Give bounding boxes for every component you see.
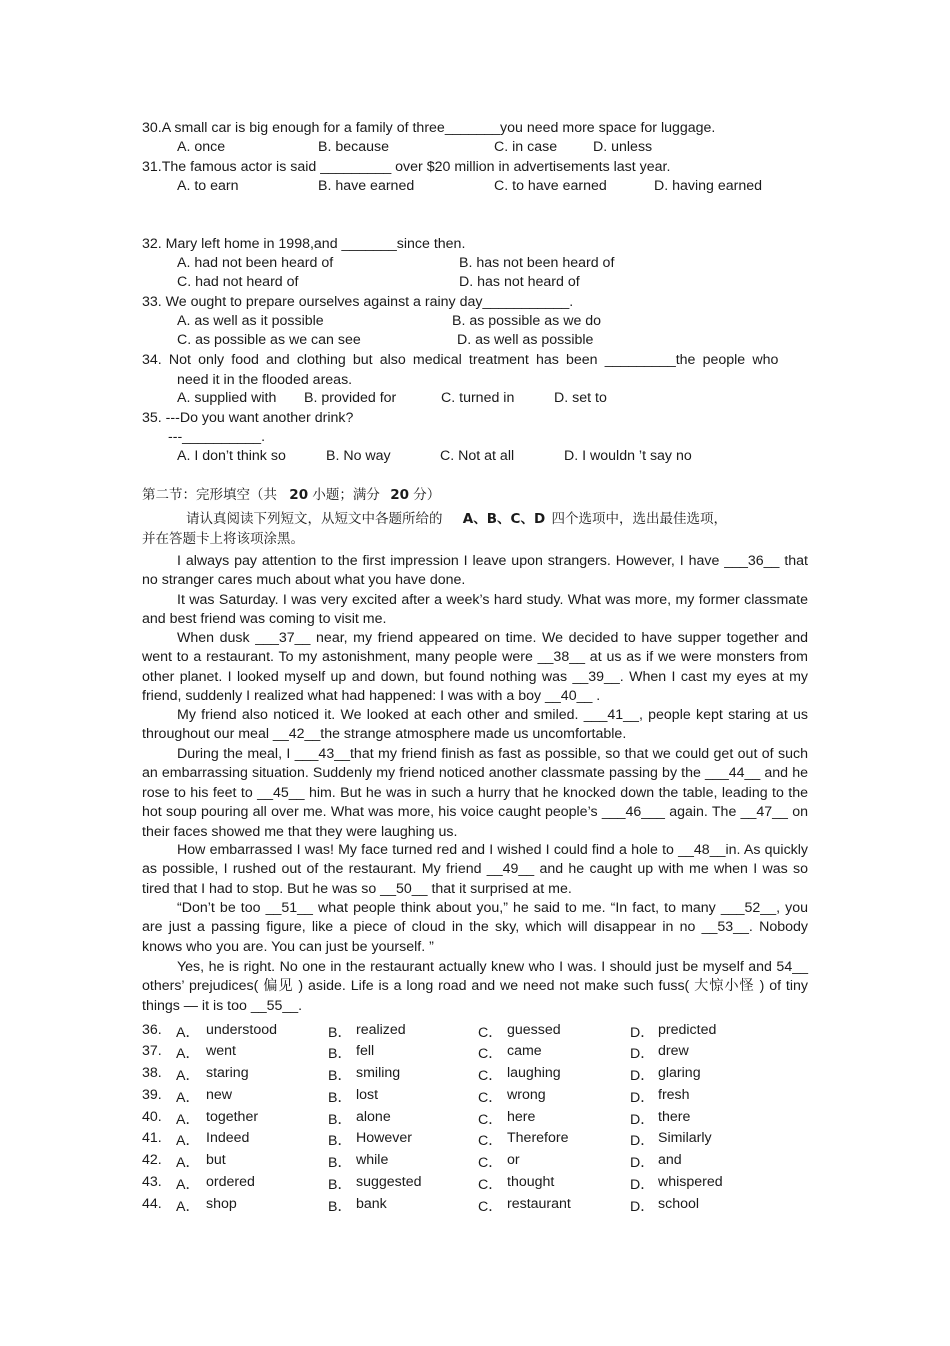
q35-option-c: C. Not at all <box>440 448 515 464</box>
question-31-stem: 31.The famous actor is said _________ over $20 million in advertisements last year. <box>142 159 671 175</box>
answer-row-39: 39. A． new B． lost C． wrong D． fresh <box>142 1087 690 1106</box>
passage-paragraph-6: How embarrassed I was! My face turned red and I wished I could find a hole to __48__in. As quickly as possible, I rushed out of the restaurant. My friend __49__ and he caught up with me when I was so tired that I had to stop. But he was so __50__ that it surprised at me. <box>142 842 808 897</box>
answer-row-36: 36. A． understood B． realized C． guessed D． predicted <box>142 1022 717 1041</box>
q30-option-d: D. unless <box>593 139 653 155</box>
q31-option-c: C. to have earned <box>494 178 607 194</box>
passage-paragraph-8: Yes, he is right. No one in the restaurant actually knew who I was. I should just be myself and 54__ others’ prejudices( 偏见 ) aside. Life is a long road and we need not make such fuss( 大惊小怪 ) of tiny things — it is too __55__. <box>142 959 808 1014</box>
question-30-stem: 30.A small car is big enough for a family of three_______you need more space for luggage. <box>142 120 716 136</box>
answer-row-42: 42. A． but B． while C． or D． and <box>142 1152 682 1171</box>
q33-option-a: A. as well as it possible <box>177 313 324 329</box>
question-33-stem: 33. We ought to prepare ourselves against a rainy day___________. <box>142 294 574 310</box>
q31-option-b: B. have earned <box>318 178 415 194</box>
q31-option-a: A. to earn <box>177 178 239 194</box>
answer-row-41: 41. A． Indeed B． However C． Therefore D． Similarly <box>142 1130 712 1149</box>
q32-option-c: C. had not heard of <box>177 274 299 290</box>
q34-option-c: C. turned in <box>441 390 515 406</box>
q35-option-b: B. No way <box>326 448 391 464</box>
passage-paragraph-3: When dusk ___37__ near, my friend appeared on time. We decided to have supper together and went to a restaurant. To my astonishment, many people were __38__ at us as if we were monsters from other planet. I looked myself up and down, but found nothing was __39__. When I cast my eyes at my friend, suddenly I realized what had happened: I was with a boy __40__ . <box>142 630 808 705</box>
passage-paragraph-5: During the meal, I ___43__that my friend finish as fast as possible, so that we could get out of such an embarrassing situation. Suddenly my friend noticed another classmate passing by the ___44__ and he rose to his feet to __45__ him. But he was in such a hurry that he knocked down the table, leading to the hot soup pouring all over me. What was more, his voice caught people’s ___46___ again. The __47__ on their faces showed me that they were laughing us. <box>142 746 808 840</box>
question-35-reply: ---__________. <box>168 429 266 445</box>
q32-option-b: B. has not been heard of <box>459 255 615 271</box>
q32-option-a: A. had not been heard of <box>177 255 334 271</box>
q35-option-d: D. I wouldn ’t say no <box>564 448 692 464</box>
passage-paragraph-7: “Don’t be too __51__ what people think about you,” he said to me. “In fact, to many ___52__, you are just a passing figure, like a piece of cloud in the sky, which will disappear in no __53__. Nobody knows who you are. You can just be yourself. ” <box>142 900 808 955</box>
q33-option-c: C. as possible as we can see <box>177 332 361 348</box>
q30-option-c: C. in case <box>494 139 558 155</box>
passage-paragraph-1: I always pay attention to the first impression I leave upon strangers. However, I have ___36__ that no stranger cares much about what you have done. <box>142 553 808 589</box>
answer-row-40: 40. A． together B． alone C． here D． there <box>142 1109 691 1128</box>
q32-option-d: D. has not heard of <box>459 274 580 290</box>
q30-option-b: B. because <box>318 139 389 155</box>
answer-row-44: 44. A． shop B． bank C． restaurant D． school <box>142 1196 700 1215</box>
section-title: 第二节：完形填空（共 20 小题；满分 20 分） <box>142 487 441 503</box>
section-instructions-cont: 并在答题卡上将该项涂黑。 <box>142 531 304 547</box>
question-35-stem: 35. ---Do you want another drink? <box>142 410 354 426</box>
section-instructions: 请认真阅读下列短文，从短文中各题所给的 A、B、C、D 四个选项中，选出最佳选项， <box>186 511 727 527</box>
question-34-stem-cont: need it in the flooded areas. <box>177 372 353 388</box>
q34-option-a: A. supplied with <box>177 390 277 406</box>
passage-paragraph-2: It was Saturday. I was very excited after a week’s hard study. What was more, my former classmate and best friend was coming to visit me. <box>142 592 808 628</box>
answer-row-37: 37. A． went B． fell C． came D． drew <box>142 1043 689 1062</box>
answer-row-38: 38. A． staring B． smiling C． laughing D． glaring <box>142 1065 701 1084</box>
q33-option-d: D. as well as possible <box>457 332 594 348</box>
q34-option-b: B. provided for <box>304 390 397 406</box>
q35-option-a: A. I don’t think so <box>177 448 286 464</box>
q30-option-a: A. once <box>177 139 226 155</box>
passage-paragraph-4: My friend also noticed it. We looked at each other and smiled. ___41__, people kept staring at us throughout our meal __42__the strange atmosphere made us uncomfortable. <box>142 707 808 743</box>
q31-option-d: D. having earned <box>654 178 763 194</box>
q34-option-d: D. set to <box>554 390 607 406</box>
question-32-stem: 32. Mary left home in 1998,and _______since then. <box>142 236 466 252</box>
q33-option-b: B. as possible as we do <box>452 313 602 329</box>
answer-row-43: 43. A． ordered B． suggested C． thought D． whispered <box>142 1174 723 1193</box>
question-34-stem: 34. Not only food and clothing but also medical treatment has been _________the people who <box>142 352 779 368</box>
